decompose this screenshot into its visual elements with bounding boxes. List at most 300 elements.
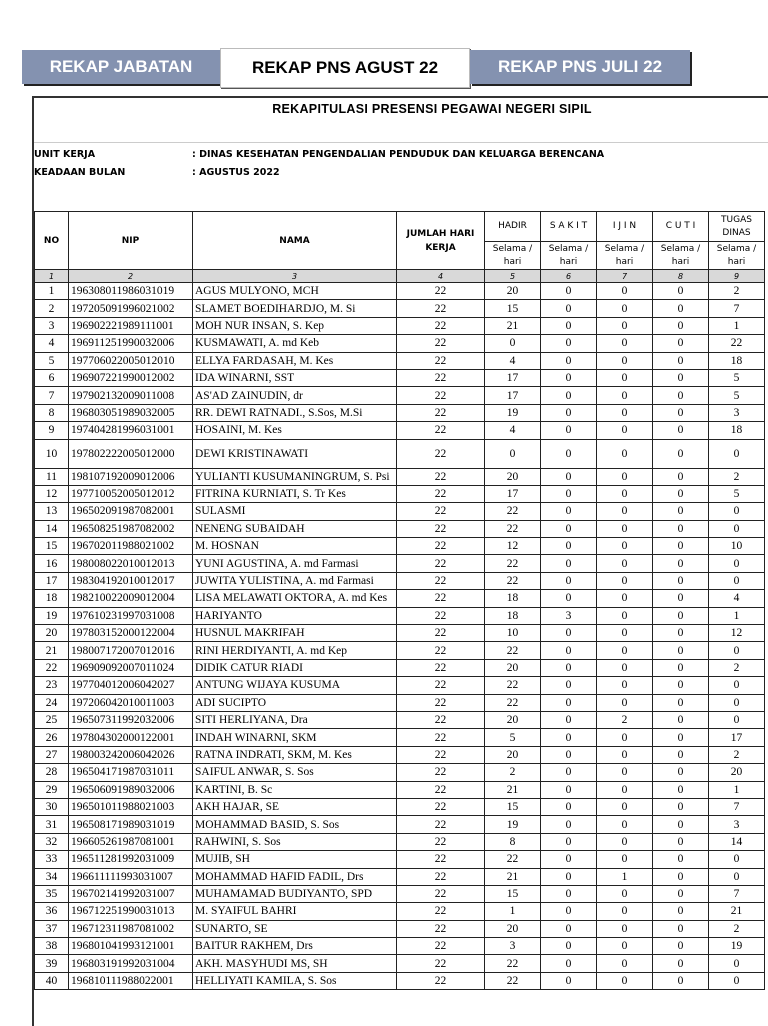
tugas-cell[interactable]: 0 [709,520,765,537]
nama-cell[interactable]: DIDIK CATUR RIADI [193,659,397,676]
sakit-cell[interactable]: 0 [541,955,597,972]
tugas-cell[interactable]: 19 [709,938,765,955]
nama-cell[interactable]: NENENG SUBAIDAH [193,520,397,537]
jumlah-cell[interactable]: 22 [397,711,485,728]
nip-cell[interactable]: 198008022010012013 [69,555,193,572]
nip-cell[interactable]: 196511281992031009 [69,851,193,868]
nama-cell[interactable]: DEWI KRISTINAWATI [193,439,397,468]
tab-rekap-pns-agust-22[interactable]: REKAP PNS AGUST 22 [220,48,470,88]
cuti-cell[interactable]: 0 [653,485,709,502]
hadir-cell[interactable]: 12 [485,538,541,555]
jumlah-cell[interactable]: 22 [397,335,485,352]
cuti-cell[interactable]: 0 [653,729,709,746]
tugas-cell[interactable]: 4 [709,590,765,607]
no-cell[interactable]: 24 [35,694,69,711]
nama-cell[interactable]: HOSAINI, M. Kes [193,422,397,439]
ijin-cell[interactable]: 0 [597,404,653,421]
nip-cell[interactable]: 196702011988021002 [69,538,193,555]
no-cell[interactable]: 16 [35,555,69,572]
no-cell[interactable]: 34 [35,868,69,885]
cuti-cell[interactable]: 0 [653,642,709,659]
hadir-cell[interactable]: 10 [485,625,541,642]
cuti-cell[interactable]: 0 [653,781,709,798]
jumlah-cell[interactable]: 22 [397,607,485,624]
cuti-cell[interactable]: 0 [653,972,709,989]
tugas-cell[interactable]: 0 [709,711,765,728]
ijin-cell[interactable]: 0 [597,677,653,694]
no-cell[interactable]: 5 [35,352,69,369]
no-cell[interactable]: 23 [35,677,69,694]
nama-cell[interactable]: RINI HERDIYANTI, A. md Kep [193,642,397,659]
ijin-cell[interactable]: 0 [597,283,653,300]
no-cell[interactable]: 32 [35,833,69,850]
no-cell[interactable]: 10 [35,439,69,468]
jumlah-cell[interactable]: 22 [397,387,485,404]
jumlah-cell[interactable]: 22 [397,868,485,885]
jumlah-cell[interactable]: 22 [397,833,485,850]
jumlah-cell[interactable]: 22 [397,764,485,781]
jumlah-cell[interactable]: 22 [397,746,485,763]
sakit-cell[interactable]: 0 [541,781,597,798]
hadir-cell[interactable]: 19 [485,816,541,833]
no-cell[interactable]: 19 [35,607,69,624]
no-cell[interactable]: 17 [35,572,69,589]
hadir-cell[interactable]: 22 [485,555,541,572]
hadir-cell[interactable]: 19 [485,404,541,421]
sakit-cell[interactable]: 0 [541,468,597,485]
cuti-cell[interactable]: 0 [653,920,709,937]
nama-cell[interactable]: ANTUNG WIJAYA KUSUMA [193,677,397,694]
tugas-cell[interactable]: 20 [709,764,765,781]
jumlah-cell[interactable]: 22 [397,352,485,369]
tab-rekap-pns-juli-22[interactable]: REKAP PNS JULI 22 [470,50,690,84]
sakit-cell[interactable]: 0 [541,439,597,468]
tab-rekap-jabatan[interactable]: REKAP JABATAN [22,50,220,84]
sakit-cell[interactable]: 0 [541,938,597,955]
cuti-cell[interactable]: 0 [653,746,709,763]
sakit-cell[interactable]: 0 [541,369,597,386]
tugas-cell[interactable]: 0 [709,972,765,989]
nip-cell[interactable]: 197804302000122001 [69,729,193,746]
nama-cell[interactable]: MOH NUR INSAN, S. Kep [193,317,397,334]
nip-cell[interactable]: 196611111993031007 [69,868,193,885]
jumlah-cell[interactable]: 22 [397,694,485,711]
cuti-cell[interactable]: 0 [653,833,709,850]
no-cell[interactable]: 36 [35,903,69,920]
tugas-cell[interactable]: 7 [709,300,765,317]
tugas-cell[interactable]: 7 [709,798,765,815]
no-cell[interactable]: 1 [35,283,69,300]
nama-cell[interactable]: ELLYA FARDASAH, M. Kes [193,352,397,369]
jumlah-cell[interactable]: 22 [397,903,485,920]
hadir-cell[interactable]: 2 [485,764,541,781]
nama-cell[interactable]: HARIYANTO [193,607,397,624]
tugas-cell[interactable]: 3 [709,404,765,421]
sakit-cell[interactable]: 0 [541,404,597,421]
nip-cell[interactable]: 198304192010012017 [69,572,193,589]
ijin-cell[interactable]: 0 [597,468,653,485]
cuti-cell[interactable]: 0 [653,694,709,711]
ijin-cell[interactable]: 0 [597,485,653,502]
cuti-cell[interactable]: 0 [653,851,709,868]
nip-cell[interactable]: 196801041993121001 [69,938,193,955]
sakit-cell[interactable]: 0 [541,555,597,572]
tugas-cell[interactable]: 2 [709,283,765,300]
ijin-cell[interactable]: 2 [597,711,653,728]
sakit-cell[interactable]: 0 [541,885,597,902]
cuti-cell[interactable]: 0 [653,625,709,642]
jumlah-cell[interactable]: 22 [397,955,485,972]
jumlah-cell[interactable]: 22 [397,642,485,659]
nama-cell[interactable]: MUJIB, SH [193,851,397,868]
tugas-cell[interactable]: 0 [709,955,765,972]
nama-cell[interactable]: SUNARTO, SE [193,920,397,937]
nip-cell[interactable]: 196810111988022001 [69,972,193,989]
nip-cell[interactable]: 196308011986031019 [69,283,193,300]
ijin-cell[interactable]: 0 [597,439,653,468]
nama-cell[interactable]: FITRINA KURNIATI, S. Tr Kes [193,485,397,502]
no-cell[interactable]: 12 [35,485,69,502]
nama-cell[interactable]: HUSNUL MAKRIFAH [193,625,397,642]
jumlah-cell[interactable]: 22 [397,625,485,642]
tugas-cell[interactable]: 1 [709,317,765,334]
tugas-cell[interactable]: 0 [709,572,765,589]
hadir-cell[interactable]: 18 [485,590,541,607]
sakit-cell[interactable]: 0 [541,520,597,537]
hadir-cell[interactable]: 21 [485,781,541,798]
hadir-cell[interactable]: 3 [485,938,541,955]
nama-cell[interactable]: AKH HAJAR, SE [193,798,397,815]
no-cell[interactable]: 22 [35,659,69,676]
sakit-cell[interactable]: 0 [541,572,597,589]
jumlah-cell[interactable]: 22 [397,503,485,520]
hadir-cell[interactable]: 15 [485,300,541,317]
no-cell[interactable]: 21 [35,642,69,659]
nip-cell[interactable]: 196502091987082001 [69,503,193,520]
nama-cell[interactable]: JUWITA YULISTINA, A. md Farmasi [193,572,397,589]
ijin-cell[interactable]: 0 [597,746,653,763]
no-cell[interactable]: 3 [35,317,69,334]
nip-cell[interactable]: 197704012006042027 [69,677,193,694]
jumlah-cell[interactable]: 22 [397,851,485,868]
nip-cell[interactable]: 196501011988021003 [69,798,193,815]
cuti-cell[interactable]: 0 [653,868,709,885]
hadir-cell[interactable]: 22 [485,642,541,659]
nama-cell[interactable]: SULASMI [193,503,397,520]
cuti-cell[interactable]: 0 [653,572,709,589]
ijin-cell[interactable]: 0 [597,798,653,815]
nip-cell[interactable]: 197205091996021002 [69,300,193,317]
tugas-cell[interactable]: 12 [709,625,765,642]
ijin-cell[interactable]: 0 [597,972,653,989]
nama-cell[interactable]: RR. DEWI RATNADI., S.Sos, M.Si [193,404,397,421]
no-cell[interactable]: 33 [35,851,69,868]
jumlah-cell[interactable]: 22 [397,938,485,955]
jumlah-cell[interactable]: 22 [397,300,485,317]
ijin-cell[interactable]: 0 [597,352,653,369]
nip-cell[interactable]: 196507311992032006 [69,711,193,728]
tugas-cell[interactable]: 18 [709,422,765,439]
nama-cell[interactable]: MOHAMMAD BASID, S. Sos [193,816,397,833]
hadir-cell[interactable]: 22 [485,851,541,868]
ijin-cell[interactable]: 0 [597,885,653,902]
jumlah-cell[interactable]: 22 [397,369,485,386]
cuti-cell[interactable]: 0 [653,335,709,352]
sakit-cell[interactable]: 0 [541,972,597,989]
cuti-cell[interactable]: 0 [653,538,709,555]
hadir-cell[interactable]: 15 [485,885,541,902]
cuti-cell[interactable]: 0 [653,955,709,972]
nip-cell[interactable]: 196902221989111001 [69,317,193,334]
hadir-cell[interactable]: 17 [485,485,541,502]
hadir-cell[interactable]: 22 [485,694,541,711]
nip-cell[interactable]: 196506091989032006 [69,781,193,798]
tugas-cell[interactable]: 10 [709,538,765,555]
ijin-cell[interactable]: 0 [597,833,653,850]
nip-cell[interactable]: 197206042010011003 [69,694,193,711]
jumlah-cell[interactable]: 22 [397,798,485,815]
tugas-cell[interactable]: 2 [709,659,765,676]
tugas-cell[interactable]: 0 [709,439,765,468]
nip-cell[interactable]: 196803051989032005 [69,404,193,421]
cuti-cell[interactable]: 0 [653,352,709,369]
hadir-cell[interactable]: 1 [485,903,541,920]
nama-cell[interactable]: SLAMET BOEDIHARDJO, M. Si [193,300,397,317]
jumlah-cell[interactable]: 22 [397,422,485,439]
ijin-cell[interactable]: 0 [597,503,653,520]
jumlah-cell[interactable]: 22 [397,468,485,485]
no-cell[interactable]: 28 [35,764,69,781]
sakit-cell[interactable]: 0 [541,335,597,352]
hadir-cell[interactable]: 20 [485,468,541,485]
nama-cell[interactable]: RATNA INDRATI, SKM, M. Kes [193,746,397,763]
hadir-cell[interactable]: 21 [485,868,541,885]
ijin-cell[interactable]: 0 [597,851,653,868]
no-cell[interactable]: 11 [35,468,69,485]
no-cell[interactable]: 40 [35,972,69,989]
no-cell[interactable]: 4 [35,335,69,352]
nip-cell[interactable]: 196508251987082002 [69,520,193,537]
ijin-cell[interactable]: 0 [597,369,653,386]
cuti-cell[interactable]: 0 [653,938,709,955]
sakit-cell[interactable]: 0 [541,503,597,520]
nama-cell[interactable]: SITI HERLIYANA, Dra [193,711,397,728]
hadir-cell[interactable]: 22 [485,572,541,589]
nama-cell[interactable]: LISA MELAWATI OKTORA, A. md Kes [193,590,397,607]
tugas-cell[interactable]: 0 [709,642,765,659]
hadir-cell[interactable]: 21 [485,317,541,334]
hadir-cell[interactable]: 5 [485,729,541,746]
jumlah-cell[interactable]: 22 [397,972,485,989]
nip-cell[interactable]: 196702141992031007 [69,885,193,902]
hadir-cell[interactable]: 20 [485,711,541,728]
nip-cell[interactable]: 198007172007012016 [69,642,193,659]
hadir-cell[interactable]: 18 [485,607,541,624]
nip-cell[interactable]: 196907221990012002 [69,369,193,386]
hadir-cell[interactable]: 15 [485,798,541,815]
cuti-cell[interactable]: 0 [653,590,709,607]
cuti-cell[interactable]: 0 [653,468,709,485]
no-cell[interactable]: 7 [35,387,69,404]
ijin-cell[interactable]: 0 [597,694,653,711]
tugas-cell[interactable]: 1 [709,607,765,624]
nip-cell[interactable]: 197710052005012012 [69,485,193,502]
ijin-cell[interactable]: 0 [597,300,653,317]
no-cell[interactable]: 29 [35,781,69,798]
nip-cell[interactable]: 196504171987031011 [69,764,193,781]
ijin-cell[interactable]: 0 [597,625,653,642]
sakit-cell[interactable]: 0 [541,422,597,439]
ijin-cell[interactable]: 0 [597,659,653,676]
jumlah-cell[interactable]: 22 [397,404,485,421]
nama-cell[interactable]: KUSMAWATI, A. md Keb [193,335,397,352]
sakit-cell[interactable]: 0 [541,387,597,404]
sakit-cell[interactable]: 0 [541,352,597,369]
hadir-cell[interactable]: 4 [485,422,541,439]
nama-cell[interactable]: ADI SUCIPTO [193,694,397,711]
sakit-cell[interactable]: 0 [541,764,597,781]
jumlah-cell[interactable]: 22 [397,283,485,300]
nip-cell[interactable]: 198210022009012004 [69,590,193,607]
sakit-cell[interactable]: 0 [541,283,597,300]
sakit-cell[interactable]: 3 [541,607,597,624]
hadir-cell[interactable]: 22 [485,520,541,537]
ijin-cell[interactable]: 0 [597,955,653,972]
tugas-cell[interactable]: 0 [709,694,765,711]
tugas-cell[interactable]: 0 [709,851,765,868]
sakit-cell[interactable]: 0 [541,729,597,746]
no-cell[interactable]: 13 [35,503,69,520]
jumlah-cell[interactable]: 22 [397,816,485,833]
ijin-cell[interactable]: 0 [597,938,653,955]
nama-cell[interactable]: YULIANTI KUSUMANINGRUM, S. Psi [193,468,397,485]
hadir-cell[interactable]: 22 [485,677,541,694]
hadir-cell[interactable]: 22 [485,503,541,520]
nama-cell[interactable]: M. SYAIFUL BAHRI [193,903,397,920]
no-cell[interactable]: 8 [35,404,69,421]
tugas-cell[interactable]: 0 [709,555,765,572]
jumlah-cell[interactable]: 22 [397,439,485,468]
ijin-cell[interactable]: 0 [597,317,653,334]
jumlah-cell[interactable]: 22 [397,555,485,572]
jumlah-cell[interactable]: 22 [397,520,485,537]
nip-cell[interactable]: 196712311987081002 [69,920,193,937]
nip-cell[interactable]: 198003242006042026 [69,746,193,763]
jumlah-cell[interactable]: 22 [397,572,485,589]
sakit-cell[interactable]: 0 [541,833,597,850]
ijin-cell[interactable]: 0 [597,729,653,746]
hadir-cell[interactable]: 22 [485,972,541,989]
ijin-cell[interactable]: 0 [597,642,653,659]
nip-cell[interactable]: 197802222005012000 [69,439,193,468]
no-cell[interactable]: 14 [35,520,69,537]
ijin-cell[interactable]: 0 [597,387,653,404]
ijin-cell[interactable]: 1 [597,868,653,885]
no-cell[interactable]: 9 [35,422,69,439]
sakit-cell[interactable]: 0 [541,920,597,937]
jumlah-cell[interactable]: 22 [397,781,485,798]
tugas-cell[interactable]: 17 [709,729,765,746]
tugas-cell[interactable]: 0 [709,677,765,694]
hadir-cell[interactable]: 8 [485,833,541,850]
jumlah-cell[interactable]: 22 [397,485,485,502]
tugas-cell[interactable]: 2 [709,746,765,763]
tugas-cell[interactable]: 1 [709,781,765,798]
sakit-cell[interactable]: 0 [541,317,597,334]
tugas-cell[interactable]: 5 [709,387,765,404]
nama-cell[interactable]: BAITUR RAKHEM, Drs [193,938,397,955]
cuti-cell[interactable]: 0 [653,555,709,572]
no-cell[interactable]: 31 [35,816,69,833]
ijin-cell[interactable]: 0 [597,781,653,798]
nama-cell[interactable]: AKH. MASYHUDI MS, SH [193,955,397,972]
nama-cell[interactable]: AGUS MULYONO, MCH [193,283,397,300]
cuti-cell[interactable]: 0 [653,903,709,920]
sakit-cell[interactable]: 0 [541,868,597,885]
cuti-cell[interactable]: 0 [653,387,709,404]
ijin-cell[interactable]: 0 [597,764,653,781]
cuti-cell[interactable]: 0 [653,369,709,386]
tugas-cell[interactable]: 21 [709,903,765,920]
cuti-cell[interactable]: 0 [653,607,709,624]
no-cell[interactable]: 25 [35,711,69,728]
nama-cell[interactable]: IDA WINARNI, SST [193,369,397,386]
sakit-cell[interactable]: 0 [541,816,597,833]
hadir-cell[interactable]: 20 [485,659,541,676]
cuti-cell[interactable]: 0 [653,439,709,468]
hadir-cell[interactable]: 20 [485,746,541,763]
nama-cell[interactable]: RAHWINI, S. Sos [193,833,397,850]
sakit-cell[interactable]: 0 [541,538,597,555]
jumlah-cell[interactable]: 22 [397,729,485,746]
no-cell[interactable]: 18 [35,590,69,607]
hadir-cell[interactable]: 17 [485,369,541,386]
jumlah-cell[interactable]: 22 [397,659,485,676]
ijin-cell[interactable]: 0 [597,335,653,352]
cuti-cell[interactable]: 0 [653,422,709,439]
sakit-cell[interactable]: 0 [541,625,597,642]
tugas-cell[interactable]: 22 [709,335,765,352]
ijin-cell[interactable]: 0 [597,816,653,833]
cuti-cell[interactable]: 0 [653,764,709,781]
no-cell[interactable]: 6 [35,369,69,386]
sakit-cell[interactable]: 0 [541,851,597,868]
nip-cell[interactable]: 197404281996031001 [69,422,193,439]
jumlah-cell[interactable]: 22 [397,920,485,937]
jumlah-cell[interactable]: 22 [397,317,485,334]
nip-cell[interactable]: 196911251990032006 [69,335,193,352]
sakit-cell[interactable]: 0 [541,300,597,317]
nama-cell[interactable]: INDAH WINARNI, SKM [193,729,397,746]
tugas-cell[interactable]: 0 [709,868,765,885]
tugas-cell[interactable]: 7 [709,885,765,902]
hadir-cell[interactable]: 0 [485,439,541,468]
sakit-cell[interactable]: 0 [541,694,597,711]
cuti-cell[interactable]: 0 [653,317,709,334]
hadir-cell[interactable]: 0 [485,335,541,352]
ijin-cell[interactable]: 0 [597,607,653,624]
jumlah-cell[interactable]: 22 [397,590,485,607]
sakit-cell[interactable]: 0 [541,485,597,502]
cuti-cell[interactable]: 0 [653,816,709,833]
no-cell[interactable]: 37 [35,920,69,937]
ijin-cell[interactable]: 0 [597,422,653,439]
nip-cell[interactable]: 197706022005012010 [69,352,193,369]
no-cell[interactable]: 38 [35,938,69,955]
cuti-cell[interactable]: 0 [653,300,709,317]
tugas-cell[interactable]: 3 [709,816,765,833]
hadir-cell[interactable]: 20 [485,283,541,300]
